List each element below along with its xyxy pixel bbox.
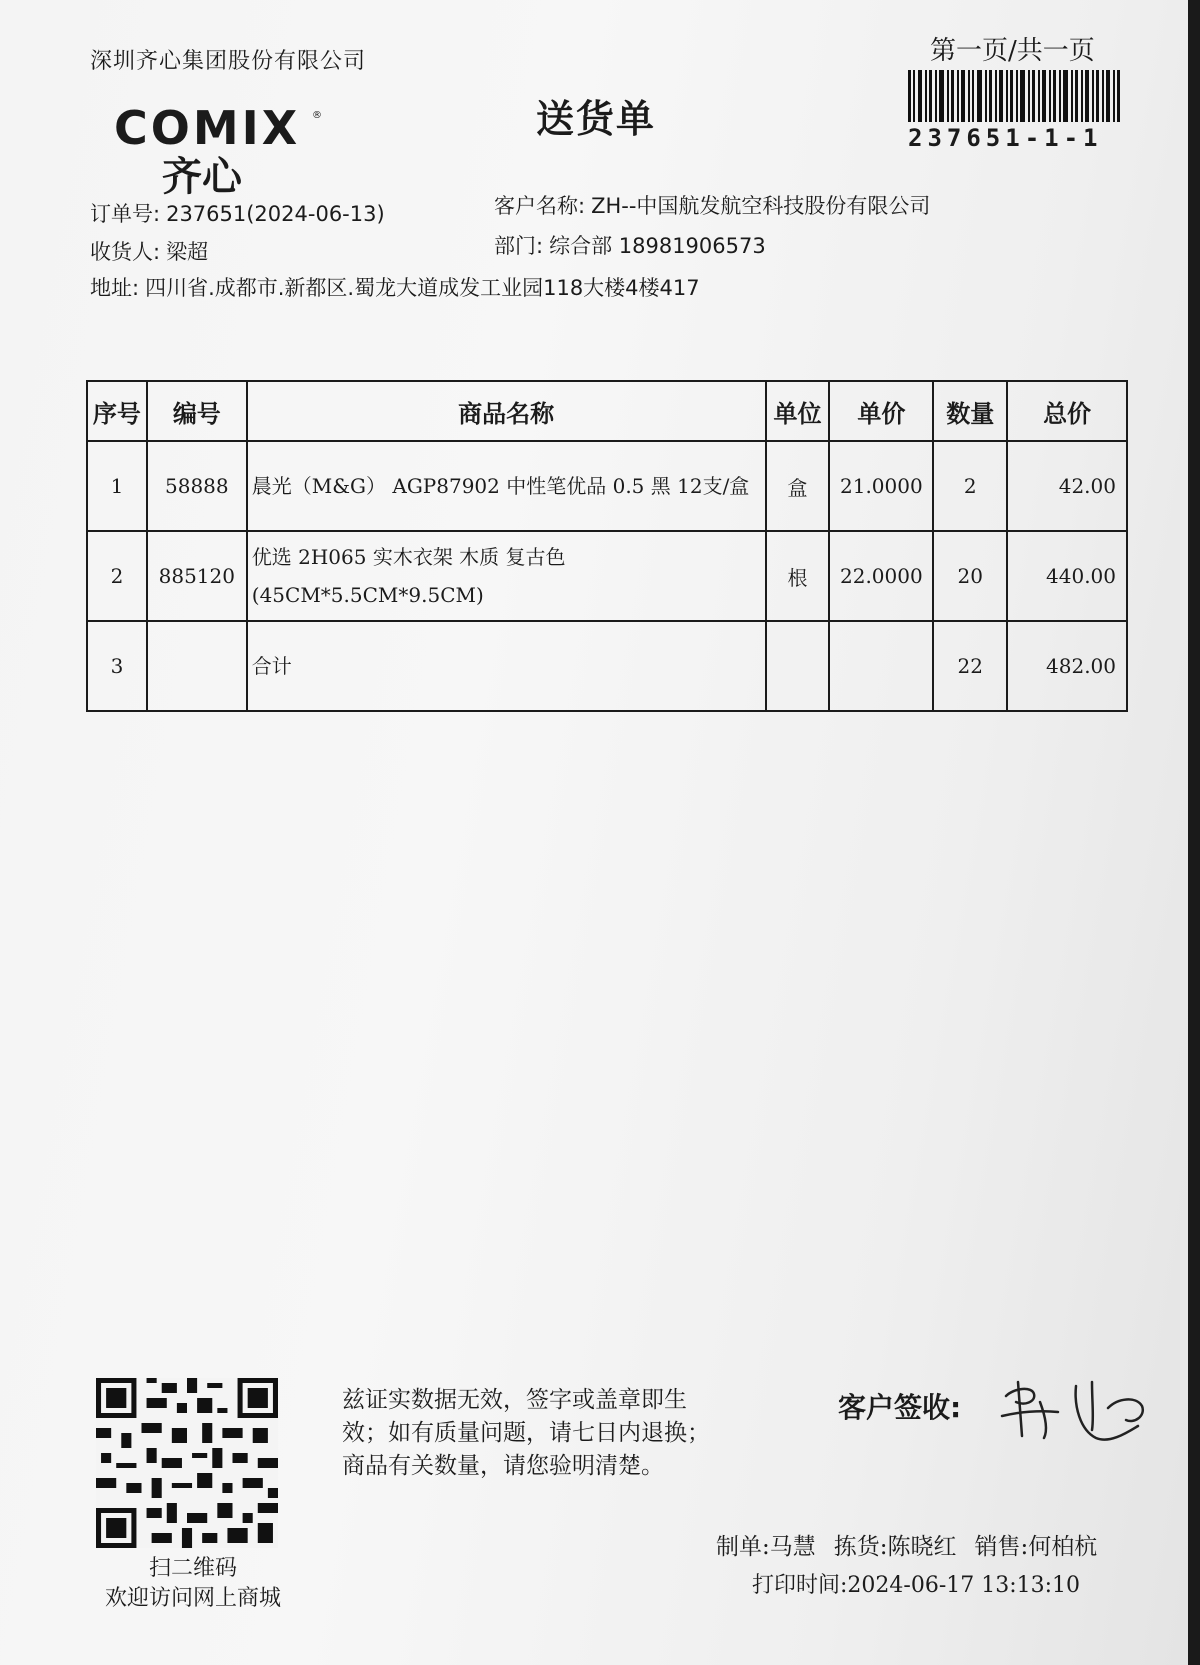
product-name-line2: (45CM*5.5CM*9.5CM) [251,583,484,607]
product-name-line1: 晨光（M&G） AGP87902 中性笔优品 0.5 黑 12支/盒 [251,474,750,498]
row-quantity: 22 [933,621,1007,711]
address-line [90,272,706,302]
print-time: 打印时间:2024-06-17 13:13:10 [752,1573,1081,1598]
items-table [86,380,1128,712]
receiver-value: 梁超 [166,240,209,264]
page-indicator: 第一页/共一页 [930,36,1095,66]
notice-line1: 兹证实数据无效，签字或盖章即生 [342,1387,687,1413]
header-product-name: 商品名称 [247,381,766,441]
notice-line3: 商品有关数量，请您验明清楚。 [342,1453,664,1479]
notice-line2: 效；如有质量问题，请七日内退换； [342,1420,710,1446]
product-name-line1: 优选 2H065 实木衣架 木质 复古色 [251,545,566,569]
order-number-line [90,198,391,228]
address-label: 地址: [90,276,140,300]
header-code: 编号 [147,381,247,441]
address-value: 四川省.成都市.新都区.蜀龙大道成发工业园118大楼4楼417 [145,276,700,300]
header-total: 总价 [1007,381,1127,441]
row-unit-price [829,621,933,711]
row-quantity: 2 [933,441,1007,531]
row-product-name [247,441,766,531]
customer-line [494,190,936,220]
row-code: 885120 [147,531,247,621]
customer-sign-label: 客户签收: [838,1391,962,1424]
row-total: 42.00 [1007,441,1127,531]
row-code: 58888 [147,441,247,531]
svg-text:®: ® [312,110,322,121]
header-unit: 单位 [766,381,830,441]
maker-label: 制单:马慧 [716,1534,816,1560]
header-unit-price: 单价 [829,381,933,441]
row-unit [766,621,830,711]
qr-caption-line2: 欢迎访问网上商城 [104,1586,281,1611]
order-number-value: 237651(2024-06-13) [166,202,385,226]
picker-label: 拣货:陈晓红 [833,1534,957,1560]
staff-line [716,1528,1115,1561]
row-unit: 根 [766,531,830,621]
svg-text:COMIX: COMIX [114,101,301,155]
row-unit: 盒 [766,441,830,531]
customer-value: ZH--中国航发航空科技股份有限公司 [591,194,931,218]
sales-label: 销售:何柏杭 [974,1534,1098,1560]
customer-label: 客户名称: [494,194,586,218]
company-name: 深圳齐心集团股份有限公司 [90,49,367,74]
department-value: 综合部 18981906573 [549,234,766,258]
row-product-name [247,531,766,621]
row-quantity: 20 [933,531,1007,621]
svg-text:齐心: 齐心 [162,154,242,196]
department-label: 部门: [494,234,544,258]
table-row-sum [87,621,1127,711]
row-total: 482.00 [1007,621,1127,711]
header-quantity: 数量 [933,381,1007,441]
qr-caption-line1: 扫二维码 [148,1556,237,1581]
sum-label: 合计 [251,654,292,678]
order-number-label: 订单号: [90,202,161,226]
row-seq: 3 [87,621,147,711]
row-seq: 2 [87,531,147,621]
department-line [494,230,772,260]
receiver-label: 收货人: [90,240,161,264]
qr-caption [80,1554,306,1614]
barcode-number: 237651-1-1 [908,124,1103,152]
row-code [147,621,247,711]
comix-logo [112,100,342,196]
barcode-icon [908,70,1120,122]
header-seq: 序号 [87,381,147,441]
receiver-line [90,236,214,266]
row-unit-price: 21.0000 [829,441,933,531]
table-row [87,531,1127,621]
row-seq: 1 [87,441,147,531]
table-row [87,441,1127,531]
table-header-row [87,381,1127,441]
qr-code-icon [96,1378,278,1548]
row-unit-price: 22.0000 [829,531,933,621]
row-product-name [247,621,766,711]
row-total: 440.00 [1007,531,1127,621]
document-title: 送货单 [536,97,657,141]
handwritten-signature [988,1372,1164,1452]
notice-text [342,1384,762,1483]
